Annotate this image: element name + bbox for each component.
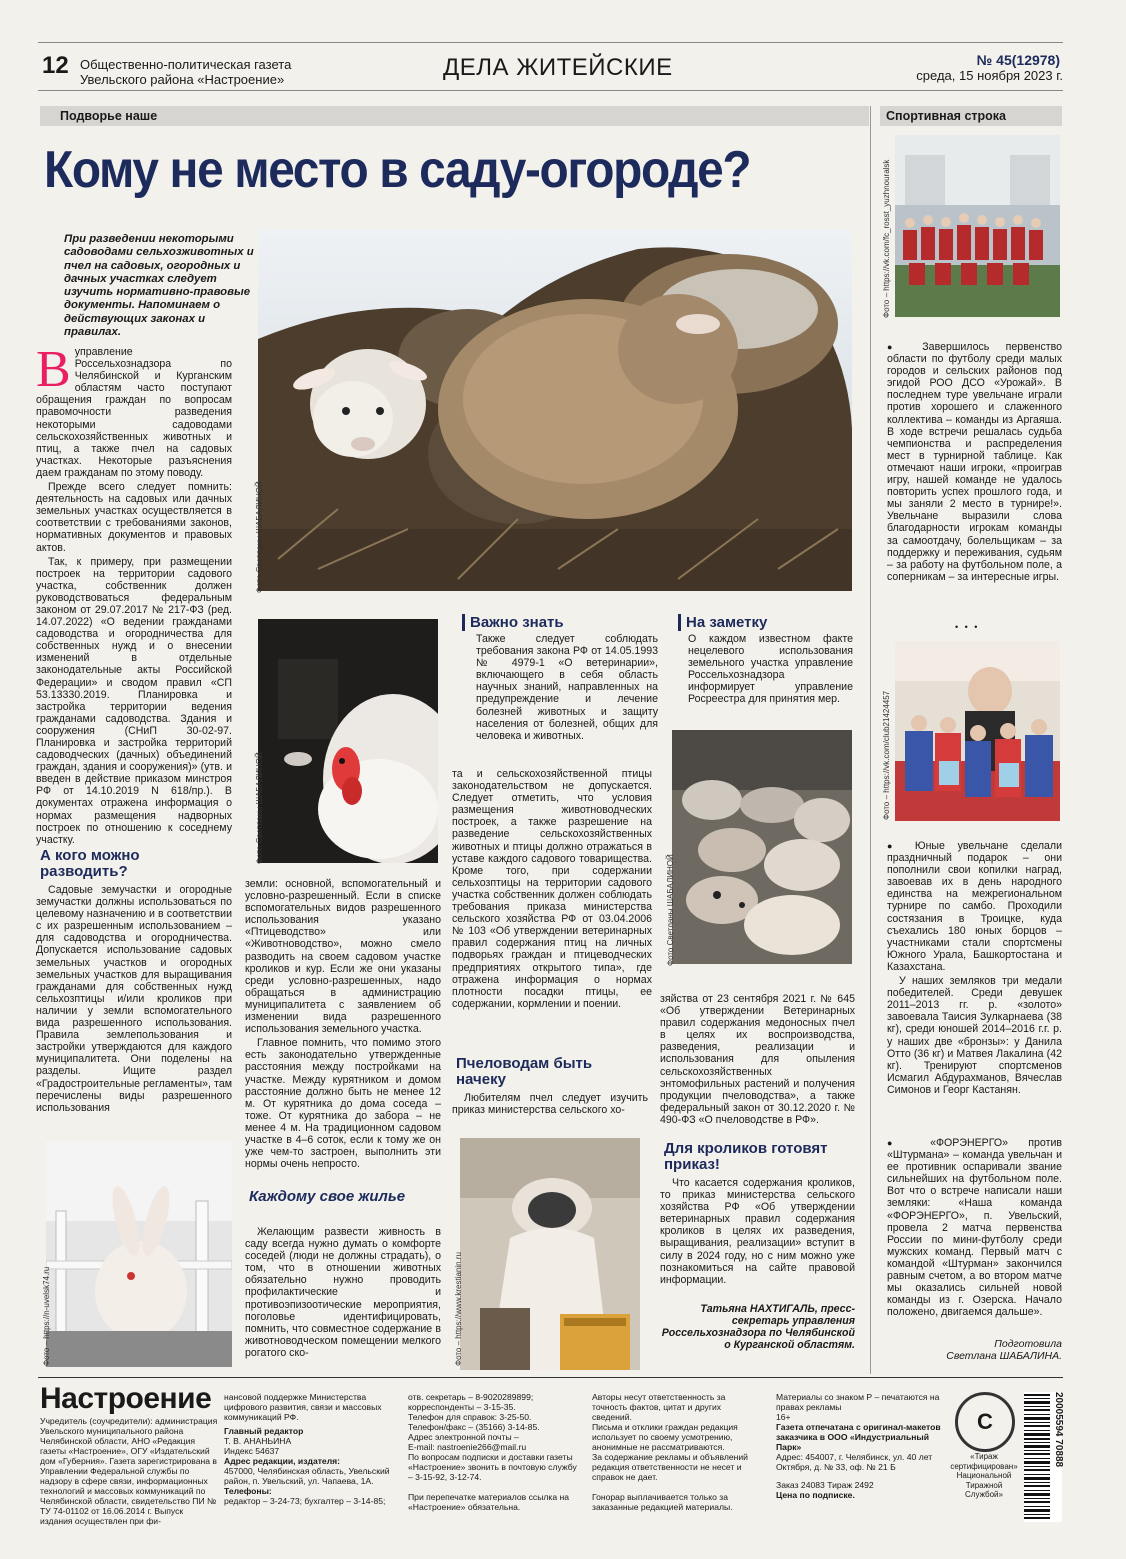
column-1 bbox=[36, 341, 232, 848]
col1-p2: Прежде всего следует помнить: деятельность на садовых или дачных земельных участках осуществляется в соответствии с требованиями законов, нормативных документов и правовых актов. bbox=[36, 481, 232, 554]
footer-c3f: По вопросам подписки и доставки газеты «Настроение» звонить в почтовую службу – 3-15-92, 3-12-74. bbox=[408, 1452, 577, 1482]
top-rule bbox=[38, 42, 1063, 43]
footer-col-5 bbox=[776, 1392, 948, 1500]
issue-date: среда, 15 ноября 2023 г. bbox=[916, 68, 1063, 83]
subhead-rabbits: Для кроликов готовят приказ! bbox=[664, 1140, 828, 1173]
footer-c5b: 16+ bbox=[776, 1412, 791, 1422]
footer-c2b: Главный редактор bbox=[224, 1426, 304, 1436]
sport-item-3-text: «ФОРЭНЕРГО» против «Штурмана» – команда увельчан и ее противник оспаривали звание сильнейших на футбольном поле. Вот что о встрече написали наши земляки: «Наша команда «ФОРЭНЕРГО», п. Увельский, провела 2 матча первенства России по мини-футболу среди мужских команд. Первый матч с командой «Штурман» закончился равным счетом, а во втором матче мы оказались сильней новой команды из г. Озерска. Начало положено, двигаемся дальше». bbox=[887, 1137, 1062, 1319]
col2-p1: земли: основной, вспомогательный и условно-разрешенный. Если в списке вспомогательных видов разрешенного использования указано «Птицеводство» или «Животноводство», можно смело разводить на своем садовом участке кроликов и кур. Если же они указаны среди условно-разрешенных, надо обращаться в администрацию муниципалитета с заявлением об изменении вида разрешенного использования земельного участка. bbox=[245, 878, 441, 1036]
col3-p2 bbox=[452, 1092, 648, 1118]
separator-1: • • • bbox=[955, 622, 980, 632]
column-rule bbox=[870, 106, 871, 1374]
photo-rabbit bbox=[46, 1141, 232, 1367]
footer-c2g: Телефоны: bbox=[224, 1486, 272, 1496]
subhead-who: А кого можно разводить? bbox=[40, 847, 140, 880]
section-bar-left bbox=[40, 106, 869, 126]
col1-p1: управление Россельхознадзора по Челябинской и Курганским областям часто поступают обращения граждан по вопросам правомочности разведения некоторыми садоводами сельскохозяйственных животных и птиц, а также пчел на садовых участках. Некоторые разъяснения даем гражданам по этому поводу. bbox=[36, 346, 232, 479]
footer-c3d: Адрес электронной почты – bbox=[408, 1432, 519, 1442]
seal-caption: «Тираж сертифицирован» Национальной Тиражной Службой» bbox=[950, 1452, 1018, 1499]
col1-p4 bbox=[36, 884, 232, 1116]
col4-p2 bbox=[660, 1177, 855, 1288]
section-title: ДЕЛА ЖИТЕЙСКИЕ bbox=[443, 54, 673, 81]
footer-c4d: Гонорар выплачивается только за заказанные редакцией материалы. bbox=[592, 1492, 733, 1512]
photo-turkey bbox=[258, 619, 438, 863]
footer-col-4 bbox=[592, 1392, 758, 1512]
caption-rabbit: Фото – https://n-uvelsk74.ru bbox=[42, 1266, 51, 1366]
box-important-title: Важно знать bbox=[462, 614, 658, 631]
certification-seal-icon: С bbox=[955, 1392, 1015, 1452]
col3-p1: та и сельскохозяйственной птицы законодательством не допускается. Следует отметить, что условия размещения животноводческих построек, а также разрешение на разведение сельскохозяйственных животных и птицы должно отражаться в уставе каждого садового товарищества. Кроме того, при содержании сельхозптицы на территории садового участка собственник должен соблюдать требования приказа министерства сельского хозяйства РФ от 03.04.2006 № 103 «Об утверждении ветеринарных правил содержания птиц на личных подворьях граждан и птицеводческих предприятиях открытого типа», где отражена информация о нормах плотности посадки птицы, ее содержании, кормлении и поении. bbox=[452, 768, 652, 1010]
photo-sheep bbox=[258, 229, 852, 591]
footer-c2a: нансовой поддержке Министерства цифрового развития, связи и массовых коммуникаций РФ. bbox=[224, 1392, 382, 1422]
section-label-left: Подворье наше bbox=[60, 109, 158, 123]
footer-c2e: Адрес редакции, издателя: bbox=[224, 1456, 341, 1466]
footer-c5a: Материалы со знаком Р – печатаются на правах рекламы bbox=[776, 1392, 940, 1412]
box-important bbox=[462, 614, 658, 742]
drop-cap: В bbox=[36, 341, 71, 398]
box-important-text: Также следует соблюдать требования закона РФ от 14.05.1993 № 4979-1 «О ветеринарии», включающего в себя область научных знаний, направленных на предупреждение и лечение болезней животных и защиту населения от болезней, общих для человека и животных. bbox=[476, 633, 658, 742]
sport-item-2: ● Юные увельчане сделали праздничный подарок – они пополнили свои копилки наград, завоевав их в день народного единства на межрегиональном турнире по самбо. Проходили состязания в Троицке, куда съехались 180 юных борцов – участниками стали спортсмены Южного Урала, Башкортостана и Казахстана. У наших земляков три медали победителей. Среди девушек 2011–2013 гг. р. «золото» завоевала Таисия Зулкарнаева (38 кг), среди юношей 2014–2016 г.г. р. у наших две «бронзы»: у Данила Отто (36 кг) и Матвея Лакалина (42 кг). Тренируют спортсменов Исмагил Абдурахманов, Вячеслав Симонов и Георг Кастанян. bbox=[887, 840, 1062, 1096]
caption-kids: Фото – https://vk.com/club21424457 bbox=[882, 690, 891, 820]
barcode-number: 20005594 70888 bbox=[1053, 1392, 1064, 1468]
box-note-text: О каждом известном факте нецелевого использования земельного участка управление Россельхознадзора информирует управление Росреестра для принятия мер. bbox=[688, 633, 853, 706]
col1-p3: Так, к примеру, при размещении построек на территории садового участка, собственник должен руководствоваться федеральным законом от 29.07.2017 № 217-ФЗ (ред. 14.07.2022) «О ведении гражданами садоводства и огородничества для собственных нужд и о внесении изменений в отдельные законодательные акты Российской Федерации» и сводом правил «СП 53.13330.2019. Планировка и застройка территории ведения гражданами садоводства. Здания и сооружения (СНиП 30-02-97. Планировка и застройка территорий садоводческих (дачных) объединений граждан, здания и сооружения)» (утв. и введен в действие приказом минстроя РФ от 14.10.2019 N 618/пр.). В документах отражена информация о нормах размещения надворных построек по отношению к соседнему участку. bbox=[36, 555, 232, 846]
photo-pigs bbox=[672, 730, 852, 964]
team-image bbox=[895, 135, 1060, 317]
article-title: Кому не место в саду-огороде? bbox=[44, 141, 751, 199]
footer-col-3 bbox=[408, 1392, 578, 1512]
footer-c3c: Телефон/факс – (35166) 3-14-85. bbox=[408, 1422, 540, 1432]
footer-email[interactable]: E-mail: nastroenie266@mail.ru bbox=[408, 1442, 527, 1452]
caption-pigs: Фото Светланы ШАБАЛИНОЙ bbox=[666, 854, 675, 966]
col4-p2-text: Что касается содержания кроликов, то приказ министерства сельского хозяйства РФ «Об утверждении ветеринарных правил содержания кроликов в целях их разведения, выращивания, реализации» вступит в силу в 2024 году, но с ним можно уже познакомиться на сайте правовой информации. bbox=[660, 1177, 855, 1286]
sport-item-1-text: Завершилось первенство области по футболу среди малых городов и сельских районов под эгидой РОО ДСО «Урожай». В последнем туре увельчане играли против хорошего и слаженного коллектива – команды из Аргаяша. В ходе встречи решалась судьба чемпионства и распределения мест в турнирной таблице. Как отмечают наши игроки, «проиграв игру, нашей команде не удалось повторить успех прошлого года, и мы заняли 2 место в турнире!». Увельчане выразили слова благодарности игрокам команды за самоотдачу, болельщикам – за поддержку и переживания, судьям – за работу на футбольном поле, а соперникам – за интересные игры. bbox=[887, 341, 1062, 583]
section-label-right: Спортивная строка bbox=[886, 109, 1006, 123]
sport-item-2b-text: У наших земляков три медали победителей. Среди девушек 2011–2013 гг. р. «золото» завоевала Таисия Зулкарнаева (38 кг), среди юношей 2014–2016 г.г. р. у наших две «бронзы»: у Данила Отто (36 кг) и Матвея Лакалина (42 кг). Тренируют спортсменов Исмагил Абдурахманов, Вячеслав Симонов и Георг Кастанян. bbox=[887, 975, 1062, 1096]
footer-logo: Настроение bbox=[40, 1382, 212, 1415]
sport-item-2-text: Юные увельчане сделали праздничный подарок – они пополнили свои копилки наград, завоевав их в день народного единства на межрегиональном турнире по самбо. Проходили состязания в Троицке, куда съехались 180 юных борцов – участниками стали спортсмены Южного Урала, Башкортостана и Казахстана. bbox=[887, 840, 1062, 973]
footer-c5d: Адрес: 454007, г. Челябинск, ул. 40 лет Октября, д. № 33, оф. № 21 Б bbox=[776, 1452, 933, 1472]
sport-signature bbox=[887, 1338, 1062, 1362]
article-signature: Татьяна НАХТИГАЛЬ, пресс-секретарь управления Россельхознадзора по Челябинской о Курганской областям. bbox=[661, 1303, 855, 1351]
footer-c4b: Письма и отклики граждан редакция использует по своему усмотрению, анонимные не рассматриваются. bbox=[592, 1422, 738, 1452]
pigs-image bbox=[672, 730, 852, 964]
footer-c2d: Индекс 54637 bbox=[224, 1446, 280, 1456]
header-rule bbox=[38, 90, 1063, 91]
photo-kids bbox=[895, 641, 1060, 821]
footer-c3g: При перепечатке материалов ссылка на «Настроение» обязательна. bbox=[408, 1492, 570, 1512]
column-3 bbox=[452, 768, 652, 1012]
col2-p3-text: Желающим развести живность в саду всегда нужно думать о комфорте соседей (люди не должны страдать), о том, что в отношении животных обязательно нужно проводить профилактические и противоэпизоотические мероприятия, поголовье идентифицировать, помнить, что совместное содержание в животноводческом помещении мелкого рогатого ско- bbox=[245, 1226, 441, 1359]
section-bar-right bbox=[880, 106, 1062, 126]
publisher bbox=[80, 57, 291, 87]
page-number: 12 bbox=[42, 52, 69, 79]
caption-turkey: Фото Светланы ШАБАЛИНОЙ bbox=[255, 752, 264, 864]
publisher-line-1: Общественно-политическая газета bbox=[80, 57, 292, 72]
beekeeper-image bbox=[460, 1138, 640, 1370]
footer-c3b: Телефон для справок: 3-25-50. bbox=[408, 1412, 532, 1422]
footer-c5c: Газета отпечатана с оригинал-макетов заказчика в ООО «Индустриальный Парк» bbox=[776, 1422, 941, 1452]
caption-team: Фото – https://vk.com/fc_rosst_yuzhnouralsk bbox=[882, 159, 891, 318]
article-lead: При разведении некоторыми садоводами сельхозживотных и пчел на садовых, огородных и дачных участках следует изучить нормативно-правовые документы. Напоминаем о действующих законах и правилах. bbox=[64, 233, 254, 339]
issue-number: № 45(12978) bbox=[976, 52, 1060, 68]
footer-c2h: редактор – 3-24-73; бухгалтер – 3-14-85; bbox=[224, 1496, 386, 1506]
footer-c5e: Заказ 24083 Тираж 2492 bbox=[776, 1480, 874, 1490]
footer-c4c: За содержание рекламы и объявлений редакция ответственности не несет и справок не дает. bbox=[592, 1452, 748, 1482]
box-note bbox=[678, 614, 853, 706]
barcode bbox=[1024, 1392, 1062, 1522]
sport-sign-2: Светлана ШАБАЛИНА. bbox=[946, 1350, 1062, 1362]
rabbit-image bbox=[46, 1141, 232, 1367]
subhead-housing: Каждому свое жилье bbox=[249, 1188, 406, 1205]
col1-p4-text: Садовые земучастки и огородные земучастки должны использоваться по целевому назначению и в соответствии с их разрешенным использованием – для садоводства и огородничества. Допускается использование садовых земельных участков и огородных земельных участков для выращивания гражданами для собственных нужд сельхозптицы и/или кроликов при наличии у земли вспомогательного вида разрешенного использования. Правила землепользования и застройки утверждаются для каждого муниципалитета. Они поделены на разделы. Ищите раздел «Градостроительные регламенты», там перечислены виды разрешенного использования bbox=[36, 884, 232, 1114]
footer-col-1: Учредитель (соучредители): администрация Увельского муниципального района Челябинской области, АНО «Редакция газеты «Настроение», ОГУ «Издательский дом «Губерния». Газета зарегистрирована в Управлении Федеральной службы по надзору в сфере связи, информационных технологий и массовых коммуникаций по Челябинской области, свидетельство ПИ № ТУ 74-01102 от 16.06.2014 г. Выпуск издания осуществлен при фи- bbox=[40, 1416, 218, 1526]
col2-p3 bbox=[245, 1226, 441, 1361]
col2-p2: Главное помнить, что помимо этого есть законодательно утвержденные расстояния между постройками на участке. Между курятником и домом расстояние должно быть не менее 12 м. От курятника до дома соседа – тоже. От курятника до забора – не менее 4 м. На традиционном садовом участке в 4–6 соток, если к тому же он уже чем-то застроен, выполнить эти нормы очень непросто. bbox=[245, 1037, 441, 1171]
sport-item-3: ● «ФОРЭНЕРГО» против «Штурмана» – команда увельчан и ее противник оспаривали звание сильнейших на футбольном поле. Вот что о встрече написали наши земляки: «Наша команда «ФОРЭНЕРГО», п. Увельский, провела 2 матча первенства России по мини-футболу среди мужских команд. Первый матч с командой «Штурман» закончился равным счетом, а во втором матче мы оказались сильней новой команды из г. Озерска. Начало положено, двигаемся дальше». bbox=[887, 1137, 1062, 1319]
footer-c4a: Авторы несут ответственность за точность фактов, цитат и других сведений. bbox=[592, 1392, 726, 1422]
photo-team bbox=[895, 135, 1060, 317]
column-4 bbox=[660, 993, 855, 1128]
col4-p1: зяйства от 23 сентября 2021 г. № 645 «Об утверждении Ветеринарных правил содержания медоносных пчел в целях их воспроизводства, разведения, реализации и использования для опыления сельскохозяйственных энтомофильных растений и получения продукции пчеловодства», а также федеральный закон от 30.12.2020 г. № 490-ФЗ «О пчеловодстве в РФ». bbox=[660, 993, 855, 1126]
sheep-image bbox=[258, 229, 852, 591]
footer-col-2 bbox=[224, 1392, 392, 1506]
column-2 bbox=[245, 878, 441, 1172]
turkey-image bbox=[258, 619, 438, 863]
footer-c3a: отв. секретарь – 8-9020289899; корреспонденты – 3-15-35. bbox=[408, 1392, 534, 1412]
footer-rule bbox=[38, 1377, 1063, 1378]
caption-beekeeper: Фото – https://www.krestianin.ru bbox=[454, 1252, 463, 1366]
footer-c2c: Т. В. АНАНЬИНА bbox=[224, 1436, 292, 1446]
caption-sheep: Фото Светланы ШАБАЛИНОЙ bbox=[255, 481, 264, 593]
photo-beekeeper bbox=[460, 1138, 640, 1370]
footer-c5f: Цена по подписке. bbox=[776, 1490, 855, 1500]
sport-sign-1: Подготовила bbox=[994, 1338, 1062, 1350]
col3-p2-text: Любителям пчел следует изучить приказ министерства сельского хо- bbox=[452, 1092, 648, 1117]
sport-item-1: ● Завершилось первенство области по футболу среди малых городов и сельских районов под эгидой РОО ДСО «Урожай». В последнем туре увельчане играли против хорошего и слаженного коллектива – команды из Аргаяша. В ходе встречи решалась судьба чемпионства и распределения мест в турнирной таблице. Как отмечают наши игроки, «проиграв игру, нашей команде не удалось повторить успех прошлого года, и мы заняли 2 место в турнире!». Увельчане выразили слова благодарности игрокам команды за самоотдачу, болельщикам – за поддержку и переживания, судьям – за работу на футбольном поле, а соперникам – за интересные игры. bbox=[887, 341, 1062, 583]
box-note-title: На заметку bbox=[678, 614, 853, 631]
footer-c2f: 457000, Челябинская область, Увельский район, п. Увельский, ул. Чапаева, 1А. bbox=[224, 1466, 390, 1486]
kids-image bbox=[895, 641, 1060, 821]
publisher-line-2: Увельского района «Настроение» bbox=[80, 72, 285, 87]
subhead-bees: Пчеловодам быть начеку bbox=[456, 1055, 593, 1088]
